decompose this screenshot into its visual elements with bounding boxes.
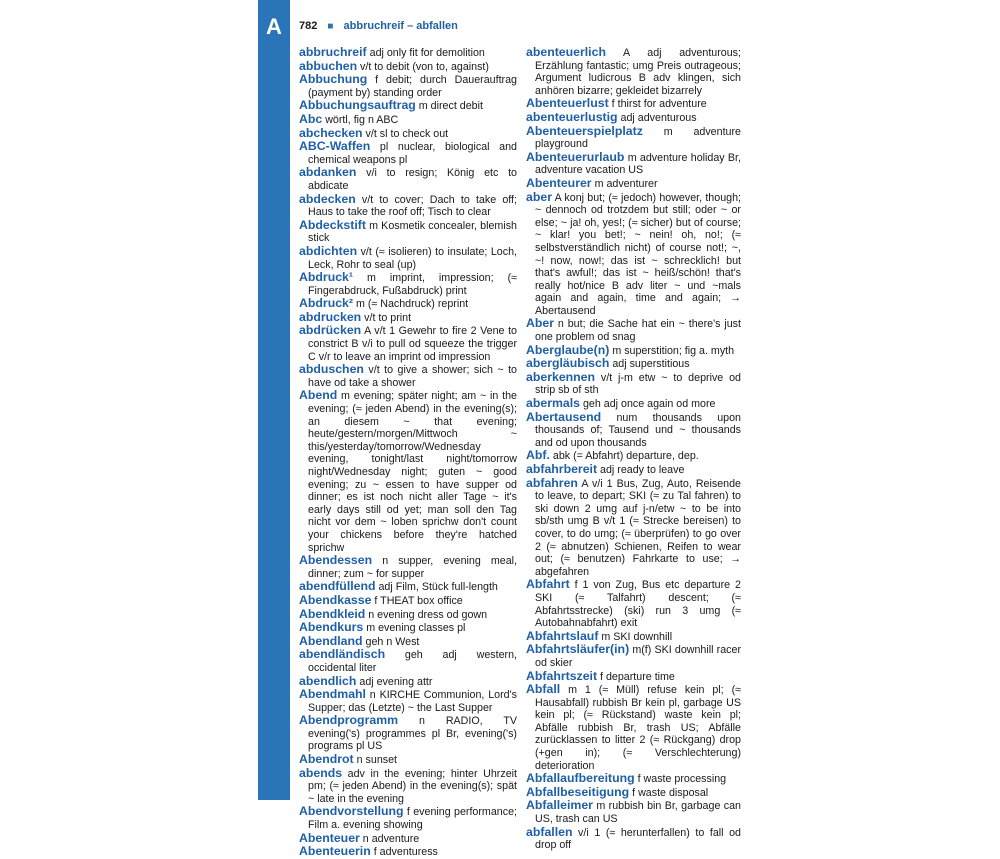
entry-definition: adj superstitious	[609, 358, 690, 371]
entry-headword: Abfahrtsläufer(in)	[526, 642, 630, 657]
entry-definition: f thirst for adventure	[608, 98, 707, 111]
entry-definition: f waste disposal	[629, 786, 709, 799]
entry-definition: v/t (≈ isolieren) to insulate; Loch, Leck, Rohr to seal (up)	[308, 245, 517, 271]
entry-headword: abenteuerlustig	[526, 109, 618, 124]
dictionary-entry	[526, 799, 741, 825]
dictionary-entry	[299, 127, 517, 141]
entry-definition: abk (= Abfahrt) departure, dep.	[549, 450, 699, 463]
entry-headword: Abfallaufbereitung	[526, 771, 635, 786]
entry-headword: Abfalleimer	[526, 798, 593, 813]
entry-definition: f debit; durch Dauerauftrag (payment by) standing order	[308, 74, 517, 99]
entry-definition: num thousands upon thousands of; Tausend und ~ thousands and od upon thousands	[535, 411, 741, 449]
entry-definition: geh adj western, occidental liter	[308, 649, 517, 674]
dictionary-entry	[299, 805, 517, 831]
entry-definition: m evening; später night; am ~ in the evening; (≈ jeden Abend) in the evening(s); an diesem ~ that evening; heute/gestern/morgen/Mittwoch ~ this/yesterday/tomorrow/Wednesday evening, tonight/last night/tomorrow night/Wednesday night; guten ~ good evening; zu ~ essen to have supper od dinner; es ist noch nicht aller Tage ~ it's early days still od yet; man soll den Tag nicht vor dem ~ loben sprichw don't count your chickens before they're hatched sprichw	[308, 390, 517, 554]
entry-headword: Abendmahl	[299, 687, 366, 702]
entry-definition: m Kosmetik concealer, blemish stick	[308, 219, 517, 245]
entry-definition: m evening classes pl	[363, 622, 466, 635]
entry-definition: pl nuclear, biological and chemical weapons pl	[308, 141, 517, 166]
dictionary-entry	[299, 245, 517, 271]
dictionary-entry	[526, 449, 741, 463]
entry-headword: Abfallbeseitigung	[526, 784, 630, 799]
entry-headword: Abend	[299, 388, 338, 403]
entry-definition: v/t j-m etw ~ to deprive od strip sb of sth	[535, 371, 741, 397]
dictionary-entry	[526, 670, 741, 684]
entry-definition: v/t to debit (von to, against)	[357, 60, 489, 73]
dictionary-entry	[526, 97, 741, 111]
entry-headword: aberkennen	[526, 369, 596, 384]
dictionary-entry	[299, 193, 517, 219]
running-head	[299, 20, 458, 32]
dictionary-entry	[526, 786, 741, 800]
entry-definition: m(f) SKI downhill racer od skier	[535, 644, 741, 669]
dictionary-entry	[299, 363, 517, 389]
entry-headword: abdanken	[299, 165, 357, 180]
entry-definition: v/t to cover; Dach to take off; Haus to take the roof off; Tisch to clear	[308, 193, 517, 219]
entry-definition: f adventuress	[370, 846, 438, 859]
entry-definition: n but; die Sache hat ein ~ there's just one problem od snag	[535, 318, 741, 344]
entry-headword: abbuchen	[299, 58, 358, 73]
entry-headword: Abendessen	[299, 553, 373, 568]
dictionary-entry	[299, 688, 517, 714]
dictionary-entry	[526, 191, 741, 318]
entry-definition: A adj adventurous; Erzählung fantastic; umg Preis outrageous; Argument ludicrous B adv klingen, sich anhören bizarre; gekleidet bizarrely	[535, 47, 741, 97]
entry-definition: adv in the evening; hinter Uhrzeit pm; (≈ jeden Abend) in the evening(s); spät ~ late in the evening	[308, 767, 517, 805]
entry-definition: n supper, evening meal, dinner; zum ~ for supper	[308, 555, 517, 580]
dictionary-entry	[526, 317, 741, 343]
entry-headword: abendfüllend	[299, 579, 376, 594]
entry-headword: Abdruck²	[299, 296, 353, 311]
dictionary-entry	[299, 271, 517, 297]
entry-definition: adj Film, Stück full-length	[375, 581, 498, 594]
entry-headword: abchecken	[299, 125, 363, 140]
entry-headword: Abertausend	[526, 409, 602, 424]
dictionary-entry	[299, 753, 517, 767]
entry-definition: m 1 (≈ Müll) refuse kein pl; (≈ Hausabfall) rubbish Br kein pl, garbage US kein pl; (≈ Rückstand) waste kein pl; Abfälle rubbish Br, trash US; Abfälle zurücklassen to litter 2 (≈ Rückgang) drop (+gen in); (≈ Verschlechterung) deterioration	[535, 684, 741, 772]
entry-headword: abends	[299, 765, 343, 780]
entry-headword: Abendland	[299, 633, 363, 648]
entry-definition: m (≈ Nachdruck) reprint	[352, 298, 469, 311]
entry-headword: Abendprogramm	[299, 713, 399, 728]
dictionary-entry	[299, 554, 517, 580]
entry-definition: m adventure holiday Br, adventure vacation US	[535, 151, 741, 177]
dictionary-entry	[526, 344, 741, 358]
entry-headword: abbruchreif	[299, 45, 367, 59]
entry-headword: abfahren	[526, 475, 578, 490]
dictionary-entry	[526, 151, 741, 177]
dictionary-entry	[299, 635, 517, 649]
entry-headword: abdichten	[299, 243, 358, 258]
dictionary-entry	[299, 675, 517, 689]
dictionary-entry	[299, 608, 517, 622]
entry-definition: v/i 1 (≈ herunterfallen) to fall od drop off	[535, 826, 741, 852]
entry-definition: f departure time	[597, 670, 675, 683]
entry-headword: abduschen	[299, 362, 364, 377]
dictionary-entry	[299, 311, 517, 325]
thumb-index-letter: A	[266, 14, 282, 39]
entry-headword: Abendkurs	[299, 620, 364, 635]
dictionary-entry	[526, 397, 741, 411]
entry-definition: m superstition; fig a. myth	[609, 344, 735, 357]
entry-headword: abfallen	[526, 824, 573, 839]
entry-headword: Abendkasse	[299, 592, 372, 607]
entry-headword: Abfahrtszeit	[526, 668, 598, 683]
dictionary-entry	[526, 357, 741, 371]
dictionary-entry	[299, 832, 517, 846]
entry-headword: Abfahrtslauf	[526, 628, 599, 643]
dictionary-entry	[299, 324, 517, 363]
entry-definition: geh adj once again od more	[580, 398, 716, 411]
dictionary-entry	[299, 73, 517, 99]
entry-definition: adj ready to leave	[597, 464, 685, 476]
dictionary-entry	[526, 643, 741, 669]
entry-headword: Abendvorstellung	[299, 804, 404, 819]
entry-headword: abfahrbereit	[526, 462, 598, 476]
dictionary-entry	[299, 99, 517, 113]
entry-headword: aber	[526, 189, 552, 204]
entry-definition: n sunset	[353, 754, 398, 767]
entry-headword: abdrucken	[299, 309, 362, 324]
entry-headword: abenteuerlich	[526, 45, 606, 59]
dictionary-entry	[526, 826, 741, 852]
entry-definition: v/t to give a shower; sich ~ to have od take a shower	[308, 364, 517, 389]
entry-definition: adj evening attr	[356, 675, 433, 688]
dictionary-entry	[526, 772, 741, 786]
entry-headword: Abdruck¹	[299, 270, 353, 285]
entry-headword: Abendkleid	[299, 606, 366, 621]
dictionary-entry	[526, 578, 741, 629]
dictionary-entry	[526, 463, 741, 477]
entry-headword: Abc	[299, 111, 323, 126]
entry-headword: Abfahrt	[526, 577, 570, 592]
entry-headword: abermals	[526, 396, 581, 411]
entry-definition: f evening performance; Film a. evening showing	[308, 806, 517, 832]
dictionary-entry	[299, 594, 517, 608]
dictionary-entry	[526, 111, 741, 125]
entry-definition: m imprint, impression; (≈ Fingerabdruck, Fußabdruck) print	[308, 272, 517, 297]
entry-definition: n KIRCHE Communion, Lord's Supper; das (Letzte) ~ the Last Supper	[308, 689, 517, 714]
dictionary-entry	[299, 714, 517, 753]
left-column	[299, 46, 517, 859]
entry-definition: f THEAT box office	[371, 594, 463, 607]
dictionary-entry	[299, 60, 517, 74]
entry-headword: abdrücken	[299, 323, 362, 338]
entry-definition: f 1 von Zug, Bus etc departure 2 SKI (≈ Talfahrt) descent; (≈ Abfahrtsstrecke) (ski) run 3 umg (≈ Autobahnabfahrt) exit	[535, 579, 741, 630]
entry-headword: abdecken	[299, 191, 356, 206]
entry-definition: wörtl, fig n ABC	[322, 113, 399, 126]
entry-headword: Abdeckstift	[299, 217, 366, 232]
entry-definition: m adventurer	[591, 177, 658, 190]
dictionary-entry	[299, 297, 517, 311]
bullet-icon: ■	[327, 21, 334, 32]
dictionary-entry	[299, 219, 517, 245]
headword-range: abbruchreif – abfallen	[343, 20, 458, 32]
entry-definition: adj adventurous	[617, 111, 697, 124]
dictionary-entry	[526, 371, 741, 397]
entry-definition: n RADIO, TV evening('s) programmes pl Br, evening('s) programs pl US	[308, 715, 517, 753]
entry-headword: Aberglaube(n)	[526, 342, 610, 357]
entry-definition: A konj but; (≈ jedoch) however, though; ~ dennoch od trotzdem but still; oder ~ or else; ~ ja! oh, yes!; (≈ sicher) but of course; ~ klar! you bet!; ~ nein! oh, no!; (≈ selbstverständlich nicht) of course not!; ~, ~! now, now!; das ist ~ schrecklich! but that's awful!; das ist ~ heiß/schön! that's really hot/nice B adv liter ~ und ~mals again and again, time and again; → Abertausend	[535, 191, 741, 317]
dictionary-entry	[299, 621, 517, 635]
entry-headword: Abbuchung	[299, 72, 368, 87]
entry-headword: Abenteurer	[526, 175, 592, 190]
thumb-index-tab	[258, 0, 290, 800]
entry-definition: m rubbish bin Br, garbage can US, trash can US	[535, 800, 741, 826]
entry-definition: m SKI downhill	[598, 630, 673, 643]
entry-definition: geh n West	[362, 635, 420, 648]
entry-headword: ABC-Waffen	[299, 139, 371, 154]
entry-headword: Abenteuerlust	[526, 96, 609, 111]
entry-definition: n evening dress od gown	[365, 608, 488, 621]
entry-headword: abendlich	[299, 673, 357, 688]
entry-headword: Abendrot	[299, 752, 354, 767]
dictionary-entry	[526, 177, 741, 191]
page-number: 782	[299, 20, 318, 32]
dictionary-entry	[299, 46, 517, 60]
right-column	[526, 46, 741, 852]
entry-headword: Abenteuerspielplatz	[526, 123, 643, 138]
entry-headword: Abenteuer	[299, 830, 360, 845]
dictionary-entry	[526, 125, 741, 151]
dictionary-entry	[526, 46, 741, 97]
entry-definition: m adventure playground	[535, 125, 741, 151]
entry-headword: abendländisch	[299, 647, 386, 662]
dictionary-entry	[299, 845, 517, 859]
dictionary-entry	[526, 683, 741, 772]
entry-definition: n adventure	[359, 832, 420, 845]
entry-headword: Abenteuerurlaub	[526, 149, 625, 164]
entry-definition: A v/t 1 Gewehr to fire 2 Vene to constrict B v/i to pull od squeeze the trigger C v/r to leave an imprint od impression	[308, 325, 517, 363]
entry-headword: Abenteuerin	[299, 844, 371, 859]
entry-headword: Aber	[526, 316, 555, 331]
entry-definition: adj only fit for demolition	[366, 47, 485, 59]
dictionary-entry	[526, 411, 741, 450]
dictionary-entry	[299, 113, 517, 127]
entry-definition: A v/i 1 Bus, Zug, Auto, Reisende to leave, to depart; SKI (≈ zu Tal fahren) to ski down 2 umg auf j-n/etw ~ to be into sb/sth umg B v/t 1 (≈ Strecke bereisen) to cover, to do umg; (≈ überprüfen) to go over 2 (≈ abnutzen) Schienen, Reifen to wear out; (≈ benutzen) Fahrkarte to use; → abgefahren	[535, 477, 741, 578]
entry-definition: f waste processing	[634, 773, 727, 786]
entry-headword: Abf.	[526, 448, 550, 463]
entry-headword: Abfall	[526, 682, 561, 697]
dictionary-entry	[526, 477, 741, 579]
entry-headword: abergläubisch	[526, 356, 610, 371]
dictionary-entry	[299, 648, 517, 674]
dictionary-entry	[299, 389, 517, 554]
entry-definition: v/t sl to check out	[362, 127, 449, 140]
entry-definition: v/i to resign; König etc to abdicate	[308, 167, 517, 192]
dictionary-entry	[526, 630, 741, 644]
entry-headword: Abbuchungsauftrag	[299, 98, 416, 113]
dictionary-entry	[299, 580, 517, 594]
entry-definition: m direct debit	[415, 100, 483, 113]
dictionary-entry	[299, 140, 517, 166]
entry-definition: v/t to print	[361, 311, 412, 324]
dictionary-entry	[299, 166, 517, 192]
